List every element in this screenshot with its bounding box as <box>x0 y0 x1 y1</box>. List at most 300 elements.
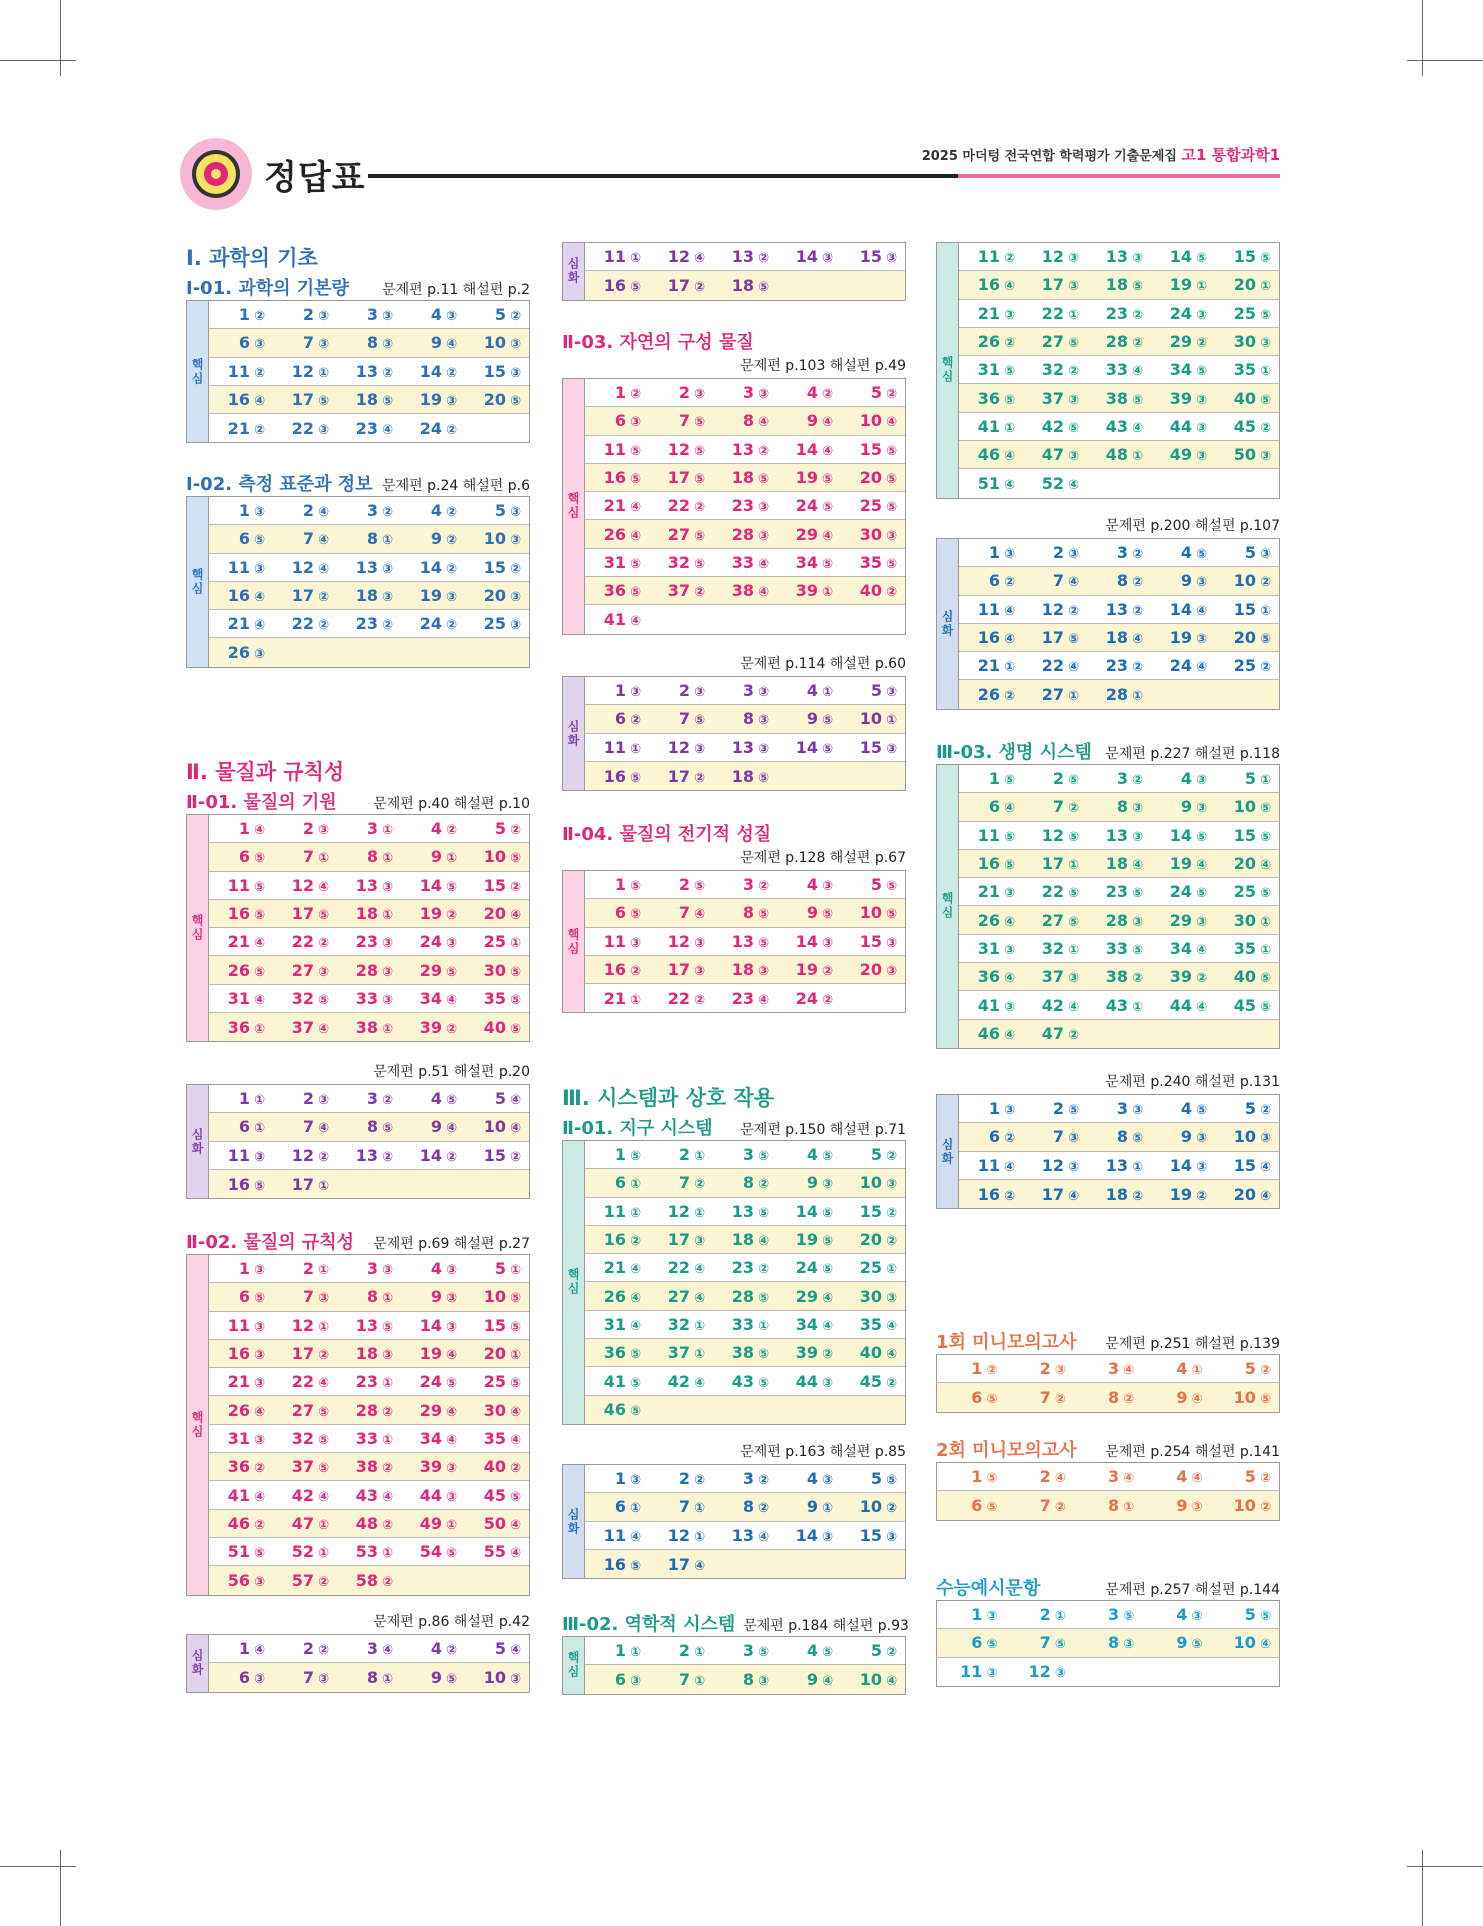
answer-cell <box>273 1668 337 1687</box>
answer-cell <box>649 1641 713 1660</box>
answer-cell <box>649 767 713 786</box>
answer-cell <box>1087 1099 1151 1118</box>
question-number: 17 <box>667 468 690 488</box>
answer-mark: ③ <box>629 1673 641 1689</box>
answer-mark: ③ <box>757 500 769 516</box>
answer-row <box>585 871 905 899</box>
answer-table <box>936 242 1280 499</box>
answer-mark: ④ <box>445 1348 457 1364</box>
answer-cell <box>777 1230 841 1249</box>
answer-cell <box>649 247 713 266</box>
answer-mark: ③ <box>1054 1666 1066 1682</box>
answer-mark: ④ <box>317 1489 329 1505</box>
answer-mark: ④ <box>445 1404 457 1420</box>
page-reference: 문제편 p.24 해설편 p.6 <box>382 478 530 494</box>
answer-cell <box>1087 247 1151 266</box>
answer-mark: ⑤ <box>821 556 833 572</box>
answer-mark: ③ <box>509 505 521 521</box>
answer-mark: ① <box>317 1546 329 1562</box>
answer-cell <box>585 989 649 1008</box>
answer-cell <box>585 610 649 629</box>
answer-mark: ① <box>381 1432 393 1448</box>
answer-mark: ⑤ <box>381 394 393 410</box>
answer-cell <box>209 1639 273 1658</box>
question-number: 12 <box>291 1315 314 1335</box>
answer-cell <box>841 932 905 951</box>
question-number: 22 <box>291 614 314 634</box>
section-title: Ⅰ-01. 과학의 기본량 <box>186 278 349 299</box>
answer-cell <box>777 681 841 700</box>
answer-mark: ⑤ <box>1131 392 1143 408</box>
question-number: 6 <box>614 411 626 431</box>
answer-cell <box>209 1344 273 1363</box>
answer-cell <box>401 961 465 980</box>
answer-mark: ② <box>1003 251 1015 267</box>
answer-cell <box>401 1372 465 1391</box>
answer-cell <box>465 1401 529 1420</box>
answer-mark: ① <box>629 741 641 757</box>
answer-mark: ③ <box>381 337 393 353</box>
section-heading <box>936 738 1280 764</box>
question-number: 18 <box>1105 275 1128 295</box>
book-title <box>922 144 1280 165</box>
question-number: 7 <box>1052 797 1064 817</box>
answer-cell <box>937 1662 1005 1681</box>
section-heading <box>562 1114 906 1140</box>
answer-cell <box>585 960 649 979</box>
answer-mark: ① <box>693 1501 705 1517</box>
question-number: 20 <box>483 586 506 606</box>
answer-cell <box>1151 275 1215 294</box>
answer-mark: ① <box>1067 307 1079 323</box>
answer-mark: ③ <box>693 1234 705 1250</box>
answer-row <box>209 1538 529 1566</box>
answer-mark: ⑤ <box>1131 886 1143 902</box>
question-number: 26 <box>603 1286 626 1306</box>
answer-mark: ④ <box>1003 971 1015 987</box>
answer-cell <box>959 332 1023 351</box>
question-number: 20 <box>859 960 882 980</box>
answer-cell <box>777 1526 841 1545</box>
question-number: 26 <box>227 643 250 663</box>
answer-cell <box>937 1605 1005 1624</box>
answer-cell <box>337 1316 401 1335</box>
answer-cell <box>1074 1388 1142 1407</box>
answer-mark: ⑤ <box>885 556 897 572</box>
question-number: 2 <box>678 875 690 895</box>
question-number: 2 <box>302 819 314 839</box>
answer-mark: ④ <box>885 415 897 431</box>
answer-mark: ④ <box>693 1290 705 1306</box>
answer-mark: ② <box>509 309 521 325</box>
answer-mark: ③ <box>381 1348 393 1364</box>
answer-row <box>209 1663 529 1691</box>
answer-cell <box>841 440 905 459</box>
question-number: 27 <box>291 960 314 980</box>
answer-cell <box>465 847 529 866</box>
question-number: 21 <box>603 496 626 516</box>
answer-cell <box>959 967 1023 986</box>
answer-table <box>936 1600 1280 1687</box>
question-number: 9 <box>1176 1633 1188 1653</box>
answer-mark: ① <box>629 1645 641 1661</box>
answer-mark: ③ <box>509 533 521 549</box>
answer-cell <box>959 417 1023 436</box>
answer-cell <box>1023 417 1087 436</box>
answer-cell <box>465 333 529 352</box>
answer-cell <box>465 390 529 409</box>
answer-mark: ④ <box>1003 1159 1015 1175</box>
answer-mark: ① <box>1259 364 1271 380</box>
answer-mark: ④ <box>445 337 457 353</box>
answer-mark: ④ <box>885 1673 897 1689</box>
question-number: 18 <box>1105 854 1128 874</box>
answer-mark: ③ <box>381 309 393 325</box>
answer-cell <box>649 1469 713 1488</box>
answer-cell <box>1023 685 1087 704</box>
answer-cell <box>401 876 465 895</box>
answer-cell <box>273 586 337 605</box>
answer-mark: ③ <box>381 992 393 1008</box>
answer-cell <box>1023 1099 1087 1118</box>
answer-cell <box>649 553 713 572</box>
question-number: 39 <box>419 1017 442 1037</box>
answer-row <box>585 492 905 520</box>
page-reference: 문제편 p.254 해설편 p.141 <box>1105 1444 1280 1460</box>
answer-cell <box>209 904 273 923</box>
question-number: 17 <box>291 586 314 606</box>
answer-cell <box>209 1514 273 1533</box>
answer-section <box>186 1610 530 1693</box>
answer-mark: ⑤ <box>693 879 705 895</box>
answer-cell <box>1074 1359 1142 1378</box>
question-number: 10 <box>859 709 882 729</box>
question-number: 12 <box>291 557 314 577</box>
table-side-label: 심화 <box>563 677 585 790</box>
question-number: 32 <box>1041 360 1064 380</box>
answer-cell <box>713 1202 777 1221</box>
answer-cell <box>1215 854 1279 873</box>
answer-cell <box>1023 939 1087 958</box>
question-number: 5 <box>1244 769 1256 789</box>
section-heading <box>936 1574 1280 1600</box>
answer-mark: ③ <box>1003 999 1015 1015</box>
answer-cell <box>209 419 273 438</box>
question-number: 1 <box>238 1259 250 1279</box>
answer-mark: ② <box>821 1347 833 1363</box>
answer-cell <box>1005 1388 1073 1407</box>
answer-cell <box>585 553 649 572</box>
answer-mark: ⑤ <box>629 1149 641 1165</box>
question-number: 29 <box>419 1400 442 1420</box>
question-number: 17 <box>291 1174 314 1194</box>
answer-row <box>959 1180 1279 1208</box>
table-side-label: 핵심 <box>563 1637 585 1694</box>
answer-row <box>209 815 529 843</box>
answer-mark: ② <box>885 1501 897 1517</box>
answer-cell <box>777 553 841 572</box>
answer-cell <box>1023 332 1087 351</box>
answer-cell <box>209 1117 273 1136</box>
question-number: 3 <box>742 681 754 701</box>
question-number: 4 <box>1176 1359 1188 1379</box>
answer-mark: ③ <box>1003 942 1015 958</box>
question-number: 32 <box>291 1428 314 1448</box>
answer-cell <box>959 571 1023 590</box>
question-number: 5 <box>494 305 506 325</box>
answer-cell <box>1151 600 1215 619</box>
question-number: 2 <box>678 1469 690 1489</box>
answer-mark: ④ <box>1003 801 1015 817</box>
answer-mark: ④ <box>821 1318 833 1334</box>
question-number: 29 <box>1169 910 1192 930</box>
answer-mark: ④ <box>509 1121 521 1137</box>
question-number: 12 <box>1028 1662 1051 1682</box>
answer-mark: ② <box>445 533 457 549</box>
question-number: 36 <box>227 1017 250 1037</box>
answer-cell <box>959 939 1023 958</box>
answer-cell <box>1074 1605 1142 1624</box>
answer-cell <box>337 333 401 352</box>
answer-table <box>186 1634 530 1693</box>
question-number: 1 <box>614 681 626 701</box>
question-number: 35 <box>483 1428 506 1448</box>
answer-row <box>937 1629 1279 1657</box>
answer-mark: ② <box>1131 547 1143 563</box>
answer-mark: ⑤ <box>509 1021 521 1037</box>
answer-cell <box>337 586 401 605</box>
answer-cell <box>1215 247 1279 266</box>
question-number: 37 <box>667 581 690 601</box>
crop-mark <box>1407 60 1483 61</box>
answer-cell <box>959 389 1023 408</box>
page-header <box>180 138 1280 210</box>
answer-mark: ④ <box>1191 1471 1203 1487</box>
answer-mark: ③ <box>821 251 833 267</box>
question-number: 17 <box>1041 854 1064 874</box>
answer-mark: ⑤ <box>1067 632 1079 648</box>
answer-cell <box>273 989 337 1008</box>
question-number: 1 <box>614 1469 626 1489</box>
section-heading <box>186 470 530 496</box>
answer-cell <box>585 875 649 894</box>
answer-mark: ⑤ <box>757 279 769 295</box>
answer-mark: ③ <box>1259 547 1271 563</box>
answer-cell <box>649 1145 713 1164</box>
answer-mark: ① <box>1131 1159 1143 1175</box>
page-reference: 문제편 p.51 해설편 p.20 <box>373 1064 530 1080</box>
answer-cell <box>401 1117 465 1136</box>
answer-cell <box>585 411 649 430</box>
answer-mark: ② <box>445 823 457 839</box>
answer-mark: ⑤ <box>629 443 641 459</box>
answer-cell <box>465 529 529 548</box>
question-number: 16 <box>603 1554 626 1574</box>
answer-mark: ③ <box>509 337 521 353</box>
answer-cell <box>1023 275 1087 294</box>
answer-table <box>936 1354 1280 1413</box>
question-number: 13 <box>731 247 754 267</box>
answer-row <box>585 899 905 927</box>
answer-mark: ③ <box>821 1177 833 1193</box>
answer-cell <box>649 960 713 979</box>
question-number: 34 <box>419 988 442 1008</box>
answer-cell <box>273 614 337 633</box>
answer-mark: ⑤ <box>1003 773 1015 789</box>
answer-mark: ② <box>885 1645 897 1661</box>
answer-cell <box>649 1315 713 1334</box>
question-number: 17 <box>291 390 314 410</box>
section-heading <box>936 1328 1280 1354</box>
question-number: 46 <box>977 1024 1000 1044</box>
question-number: 13 <box>355 875 378 895</box>
question-number: 23 <box>355 614 378 634</box>
answer-mark: ⑤ <box>1259 829 1271 845</box>
question-number: 19 <box>1169 275 1192 295</box>
answer-cell <box>959 656 1023 675</box>
question-number: 5 <box>1244 1467 1256 1487</box>
answer-cell <box>337 1372 401 1391</box>
answer-cell <box>209 961 273 980</box>
answer-mark: ③ <box>1259 449 1271 465</box>
answer-mark: ③ <box>509 365 521 381</box>
answer-mark: ④ <box>1259 1637 1271 1653</box>
answer-mark: ① <box>381 1021 393 1037</box>
question-number: 5 <box>494 1259 506 1279</box>
question-number: 20 <box>859 1230 882 1250</box>
answer-cell <box>841 496 905 515</box>
question-number: 37 <box>1041 388 1064 408</box>
answer-mark: ② <box>1195 336 1207 352</box>
answer-cell <box>713 468 777 487</box>
answer-cell <box>1151 389 1215 408</box>
answer-cell <box>1215 360 1279 379</box>
answer-mark: ② <box>253 1461 265 1477</box>
answer-mark: ③ <box>1195 1131 1207 1147</box>
answer-cell <box>585 709 649 728</box>
answer-cell <box>959 882 1023 901</box>
answer-cell <box>649 1526 713 1545</box>
question-number: 35 <box>1233 360 1256 380</box>
question-number: 15 <box>859 247 882 267</box>
question-number: 25 <box>483 932 506 952</box>
answer-mark: ⑤ <box>1259 392 1271 408</box>
answer-mark: ③ <box>253 1149 265 1165</box>
answer-cell <box>959 275 1023 294</box>
answer-row <box>585 1169 905 1197</box>
question-number: 2 <box>1052 1099 1064 1119</box>
answer-row <box>959 906 1279 934</box>
answer-mark: ⑤ <box>445 879 457 895</box>
answer-mark: ⑤ <box>253 964 265 980</box>
question-number: 14 <box>419 1315 442 1335</box>
answer-mark: ⑤ <box>693 556 705 572</box>
question-number: 24 <box>419 418 442 438</box>
answer-mark: ⑤ <box>629 879 641 895</box>
answer-mark: ④ <box>1259 858 1271 874</box>
answer-row <box>585 1550 905 1578</box>
answer-cell <box>585 1315 649 1334</box>
answer-cell <box>1215 543 1279 562</box>
answer-cell <box>401 1514 465 1533</box>
answer-cell <box>209 1146 273 1165</box>
answer-cell <box>959 769 1023 788</box>
answer-row <box>585 379 905 407</box>
answer-mark: ② <box>1003 1131 1015 1147</box>
answer-mark: ① <box>381 1291 393 1307</box>
answer-cell <box>713 1641 777 1660</box>
answer-cell <box>1087 656 1151 675</box>
answer-mark: ② <box>693 279 705 295</box>
answer-cell <box>1005 1467 1073 1486</box>
answer-cell <box>959 600 1023 619</box>
question-number: 9 <box>430 333 442 353</box>
question-number: 24 <box>419 614 442 634</box>
answer-mark: ⑤ <box>693 415 705 431</box>
answer-cell <box>401 1146 465 1165</box>
answer-row <box>209 1013 529 1041</box>
question-number: 15 <box>1233 1155 1256 1175</box>
answer-mark: ④ <box>317 561 329 577</box>
answer-mark: ④ <box>757 1529 769 1545</box>
answer-mark: ① <box>1195 279 1207 295</box>
answer-mark: ③ <box>445 1489 457 1505</box>
answer-cell <box>337 419 401 438</box>
answer-mark: ③ <box>253 561 265 577</box>
answer-mark: ② <box>317 1149 329 1165</box>
question-number: 17 <box>1041 628 1064 648</box>
question-number: 14 <box>795 439 818 459</box>
answer-cell <box>337 989 401 1008</box>
question-number: 17 <box>291 904 314 924</box>
answer-mark: ④ <box>317 1021 329 1037</box>
answer-cell <box>1087 826 1151 845</box>
question-number: 15 <box>483 1315 506 1335</box>
answer-mark: ⑤ <box>253 908 265 924</box>
question-number: 16 <box>977 275 1000 295</box>
question-number: 7 <box>678 1497 690 1517</box>
answer-mark: ③ <box>1195 449 1207 465</box>
table-side-label: 핵심 <box>563 1141 585 1424</box>
answer-table <box>562 1140 906 1425</box>
answer-mark: ⑤ <box>821 500 833 516</box>
question-number: 27 <box>667 524 690 544</box>
question-number: 52 <box>1041 474 1064 494</box>
answer-mark: ② <box>986 1363 998 1379</box>
section-title: Ⅱ-01. 물질의 기원 <box>186 792 337 813</box>
answer-cell <box>841 681 905 700</box>
answer-cell <box>273 305 337 324</box>
answer-cell <box>1074 1496 1142 1515</box>
answer-cell <box>649 681 713 700</box>
answer-rows <box>585 379 905 634</box>
question-number: 35 <box>1233 938 1256 958</box>
answer-mark: ① <box>253 1121 265 1137</box>
answer-cell <box>713 581 777 600</box>
question-number: 25 <box>1233 656 1256 676</box>
answer-mark: ⑤ <box>1259 999 1271 1015</box>
question-number: 6 <box>971 1495 983 1515</box>
section-title: Ⅱ-01. 지구 시스템 <box>562 1118 713 1139</box>
answer-mark: ④ <box>1067 575 1079 591</box>
answer-mark: ② <box>509 1461 521 1477</box>
question-number: 18 <box>355 390 378 410</box>
answer-mark: ③ <box>445 394 457 410</box>
answer-cell <box>337 362 401 381</box>
question-number: 6 <box>238 1287 250 1307</box>
answer-mark: ③ <box>1067 547 1079 563</box>
question-number: 12 <box>667 1525 690 1545</box>
